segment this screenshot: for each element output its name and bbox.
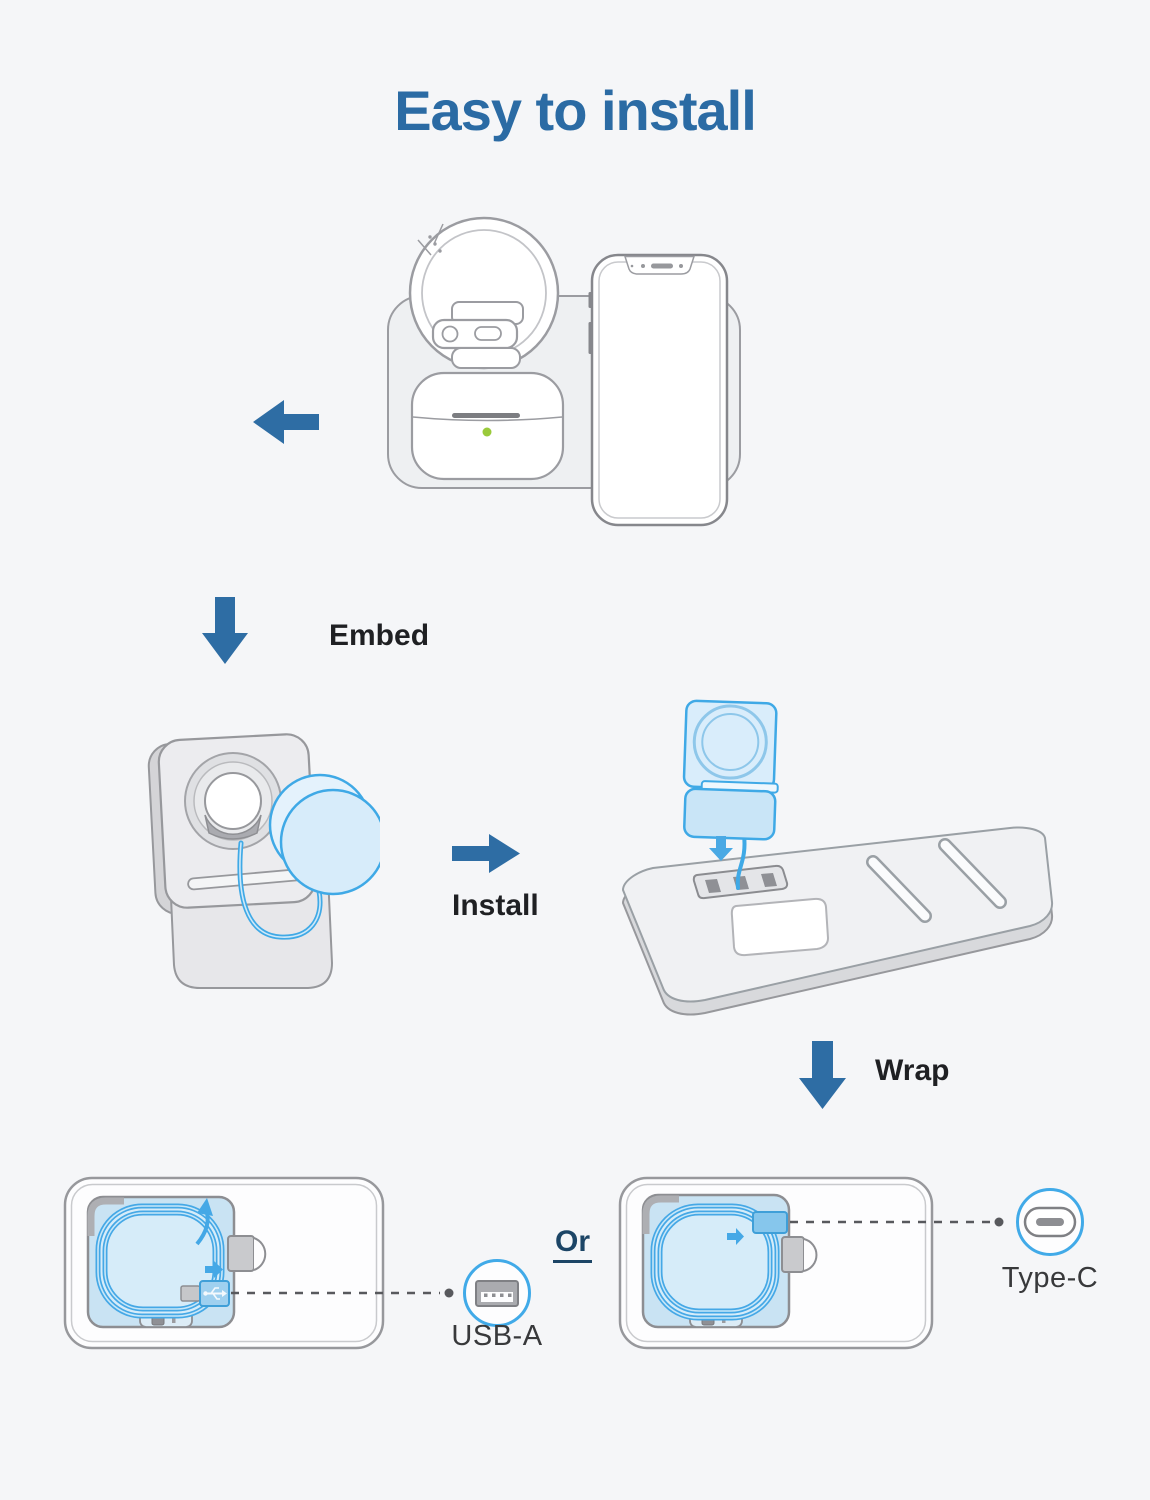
usb-a-port-glyph — [466, 1262, 528, 1324]
arrow-right-icon — [452, 831, 520, 876]
step-label-wrap: Wrap — [875, 1054, 950, 1087]
charging-led — [483, 428, 492, 437]
charging-station-illustration — [380, 210, 750, 535]
connector-tab — [782, 1237, 816, 1272]
underside-type-c-illustration — [613, 1170, 948, 1356]
pad-base — [623, 827, 1052, 1014]
type-c-label: Type-C — [1001, 1262, 1099, 1294]
step-label-embed: Embed — [329, 619, 430, 652]
usb-a-label: USB-A — [451, 1320, 543, 1352]
underside-usb-a-illustration — [58, 1170, 393, 1356]
flat-pad-illustration — [615, 690, 1065, 1020]
insert-down-arrow-icon — [709, 836, 733, 861]
usb-a-port-icon — [463, 1259, 531, 1327]
arrow-down-icon — [799, 1041, 846, 1109]
step-label-install: Install — [452, 889, 539, 922]
connector-tab — [228, 1236, 265, 1271]
or-separator: Or — [553, 1227, 592, 1263]
phone — [589, 255, 728, 525]
page-title: Easy to install — [394, 79, 756, 142]
earbuds-case — [412, 373, 563, 479]
type-c-plug — [753, 1212, 787, 1233]
type-c-port-glyph — [1019, 1191, 1081, 1253]
dashed-callout-line — [230, 1285, 458, 1301]
dashed-callout-line — [789, 1214, 1011, 1230]
arrow-left-icon — [253, 397, 319, 447]
type-c-port-icon — [1016, 1188, 1084, 1256]
watch-stand-illustration — [140, 725, 380, 1005]
arrow-down-icon — [202, 597, 248, 664]
apple-watch — [410, 218, 558, 368]
